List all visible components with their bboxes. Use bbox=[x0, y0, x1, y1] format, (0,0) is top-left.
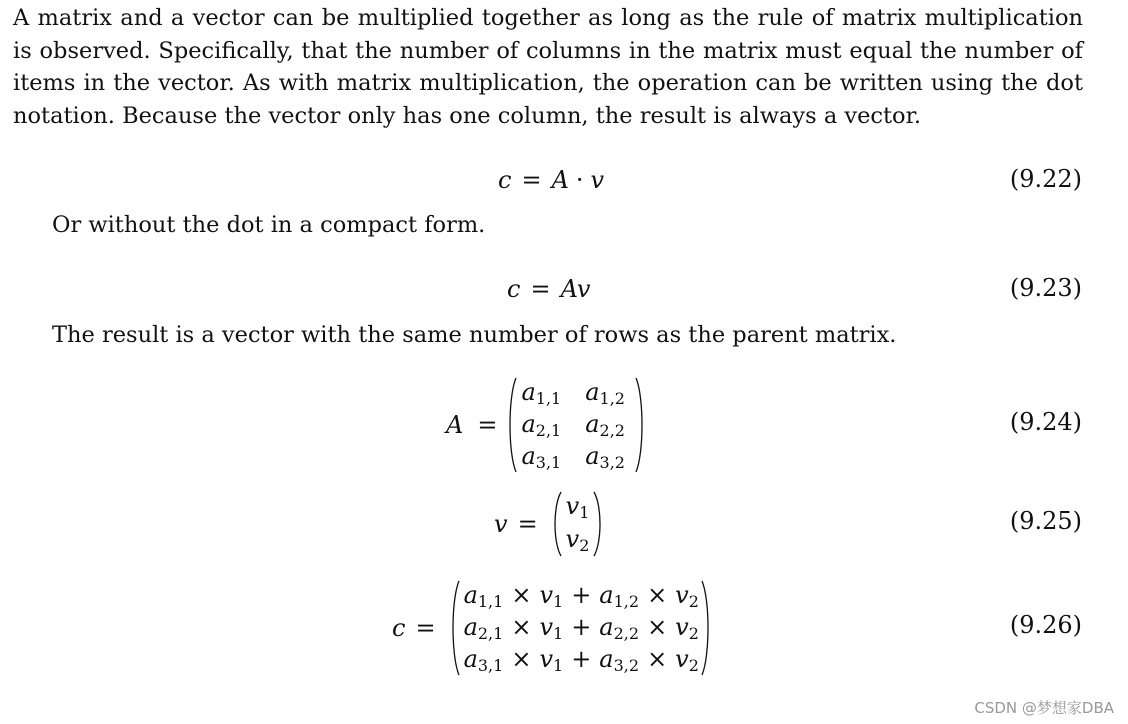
equation-9-24 bbox=[0, 377, 1128, 473]
matrix-a bbox=[507, 377, 645, 473]
eq-equals: = bbox=[530, 275, 551, 303]
eq-equals: = bbox=[521, 166, 542, 194]
vector-cell: $v_2$ bbox=[565, 525, 590, 555]
equation-9-25 bbox=[0, 491, 1128, 557]
equation-9-26-body bbox=[392, 580, 711, 676]
equation-9-25-body bbox=[494, 491, 603, 557]
intro-paragraph: A matrix and a vector can be multiplied together as long as the rule of matrix multiplication is observed. Specifically, that the number of columns in the matrix must equal the number of items in the vector. As with matrix multiplication, the operation can be written using the dot notation. Because the vector only has one column, the result is always a vector. bbox=[13, 5, 1083, 129]
equation-9-23 bbox=[0, 272, 1128, 306]
vector-v bbox=[552, 491, 604, 557]
result-paragraph: The result is a vector with the same number of rows as the parent matrix. bbox=[52, 322, 897, 348]
eq-lhs: A bbox=[446, 411, 464, 439]
equation-number: (9.22) bbox=[1009, 165, 1082, 193]
vector-cell: $v_1$ bbox=[565, 492, 590, 522]
eq-dot-operator: · bbox=[575, 166, 584, 194]
equation-number: (9.24) bbox=[1009, 408, 1082, 436]
watermark: CSDN @梦想家DBA bbox=[974, 699, 1114, 717]
eq-equals: = bbox=[415, 614, 436, 642]
equation-number: (9.23) bbox=[1009, 274, 1082, 302]
equation-number: (9.26) bbox=[1009, 611, 1082, 639]
equation-9-23-body bbox=[507, 272, 590, 306]
left-paren-icon bbox=[552, 491, 562, 557]
right-paren-icon bbox=[635, 377, 645, 473]
matrix-cell: $a_{3,1}$ bbox=[521, 442, 562, 472]
equation-number: (9.25) bbox=[1009, 507, 1082, 535]
result-row: $a_{1,1} \times v_1 + a_{1,2} \times v_2$ bbox=[463, 581, 699, 611]
left-paren-icon bbox=[450, 580, 460, 676]
result-row: $a_{2,1} \times v_1 + a_{2,2} \times v_2$ bbox=[463, 613, 699, 643]
eq-lhs: c bbox=[498, 166, 512, 194]
compact-paragraph: Or without the dot in a compact form. bbox=[52, 212, 486, 238]
eq-matrix-symbol: A bbox=[551, 166, 569, 194]
equation-9-24-body bbox=[446, 377, 645, 473]
result-vector-c bbox=[450, 580, 711, 676]
matrix-cell: $a_{3,2}$ bbox=[585, 442, 625, 472]
matrix-cell: $a_{1,2}$ bbox=[585, 378, 625, 408]
eq-vector-symbol: v bbox=[590, 166, 605, 194]
right-paren-icon bbox=[701, 580, 711, 676]
matrix-cell: $a_{2,2}$ bbox=[585, 410, 625, 440]
eq-rhs: Av bbox=[560, 275, 591, 303]
right-paren-icon bbox=[593, 491, 603, 557]
result-row: $a_{3,1} \times v_1 + a_{3,2} \times v_2$ bbox=[463, 645, 699, 675]
eq-lhs: c bbox=[392, 614, 406, 642]
matrix-cell: $a_{2,1}$ bbox=[521, 410, 562, 440]
matrix-cell: $a_{1,1}$ bbox=[521, 378, 562, 408]
left-paren-icon bbox=[507, 377, 517, 473]
eq-lhs: c bbox=[507, 275, 521, 303]
eq-equals: = bbox=[477, 411, 498, 439]
eq-equals: = bbox=[517, 510, 538, 538]
eq-lhs: v bbox=[494, 510, 508, 538]
equation-9-22 bbox=[0, 163, 1128, 197]
equation-9-26 bbox=[0, 580, 1128, 676]
equation-9-22-body bbox=[498, 163, 604, 197]
